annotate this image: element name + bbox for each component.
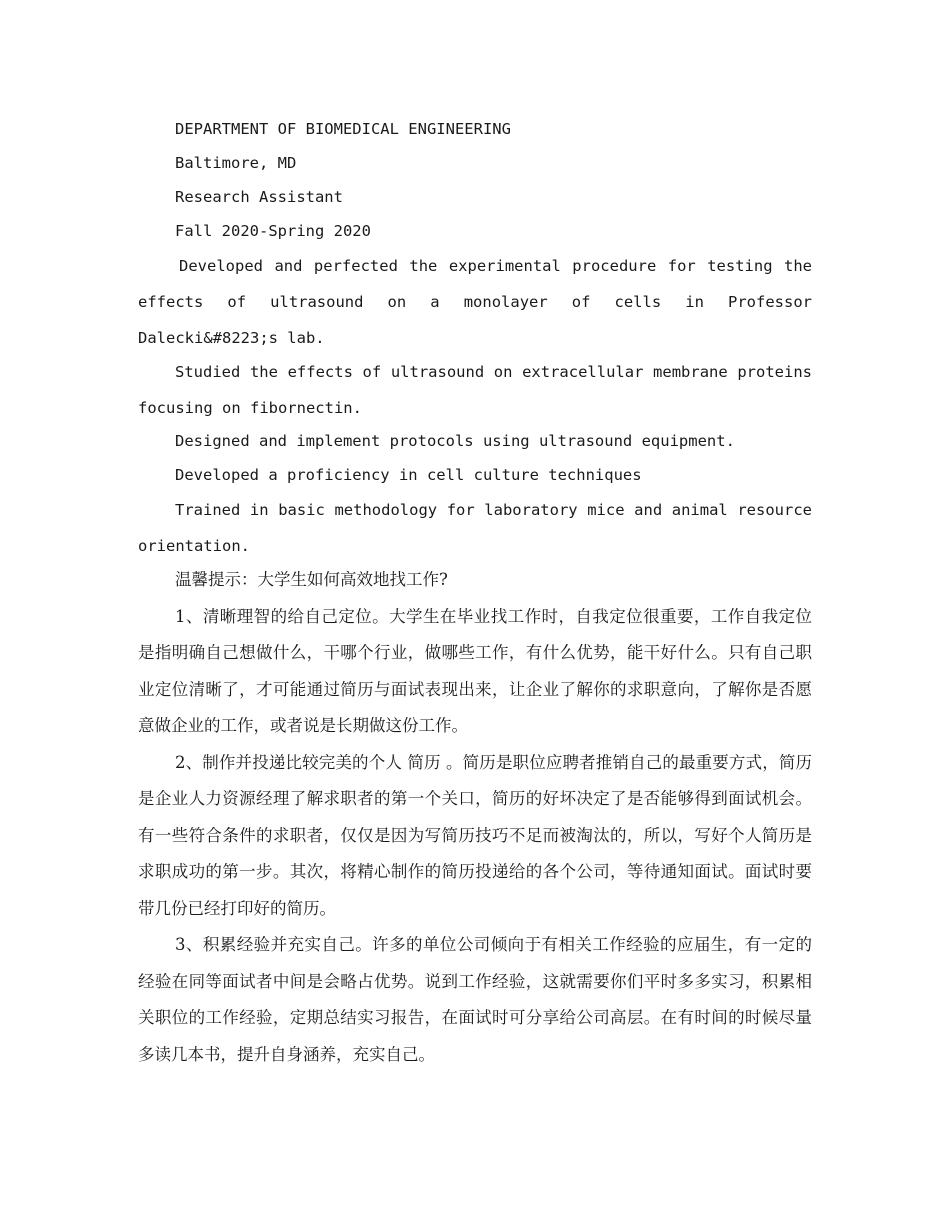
tips-paragraph-1: 1、清晰理智的给自己定位。大学生在毕业找工作时，自我定位很重要，工作自我定位是指明确自己想做什么，干哪个行业，做哪些工作，有什么优势，能干好什么。只有自己职业定位清晰了，才可能通过简历与面试表现出来，让企业了解你的求职意向，了解你是否愿意做企业的工作，或者说是长期做这份工作。 — [138, 606, 812, 735]
experience-item-3: Designed and implement protocols using ultrasound equipment. — [175, 432, 735, 450]
experience-item-1: Developed and perfected the experimental procedure for testing the effects of ultrasound on a monolayer of cells in Professor Dalecki&#8223;s lab. — [138, 257, 812, 347]
department-line: DEPARTMENT OF BIOMEDICAL ENGINEERING — [175, 120, 511, 138]
tips-paragraph-2: 2、制作并投递比较完美的个人 简历 。简历是职位应聘者推销自己的最重要方式，简历是企业人力资源经理了解求职者的第一个关口，简历的好坏决定了是否能够得到面试机会。有一些符合条件的求职者，仅仅是因为写简历技巧不足而被淘汰的，所以，写好个人简历是求职成功的第一步。其次，将精心制作的简历投递给的各个公司，等待通知面试。面试时要带几份已经打印好的简历。 — [138, 752, 812, 918]
document-page — [138, 112, 812, 1073]
role-line: Research Assistant — [175, 188, 343, 206]
tips-heading: 温馨提示：大学生如何高效地找工作? — [175, 570, 448, 589]
experience-item-4: Developed a proficiency in cell culture techniques — [175, 466, 642, 484]
tips-paragraph-3: 3、积累经验并充实自己。许多的单位公司倾向于有相关工作经验的应届生，有一定的经验在同等面试者中间是会略占优势。说到工作经验，这就需要你们平时多多实习，积累相关职位的工作经验，定期总结实习报告，在面试时可分享给公司高层。在有时间的时候尽量多读几本书，提升自身涵养，充实自己。 — [138, 935, 812, 1064]
location-line: Baltimore, MD — [175, 154, 297, 172]
experience-item-5: Trained in basic methodology for laboratory mice and animal resource orientation. — [138, 501, 812, 555]
experience-item-2: Studied the effects of ultrasound on extracellular membrane proteins focusing on fibornectin. — [138, 363, 812, 417]
period-line: Fall 2020-Spring 2020 — [175, 222, 371, 240]
